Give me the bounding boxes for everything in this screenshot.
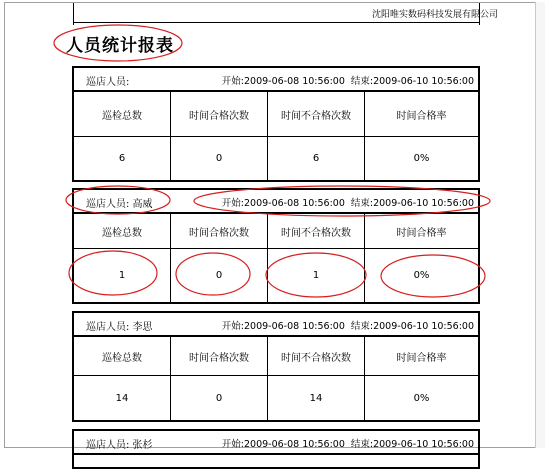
start-time: 开始:2009-06-08 10:56:00	[221, 76, 345, 87]
inspector-label: 巡店人员: 张杉	[86, 440, 153, 451]
inspector-label: 巡店人员: 李思	[86, 322, 153, 333]
col-on-time-rate: 时间合格率	[396, 110, 447, 122]
start-time: 开始:2009-06-08 10:56:00	[221, 198, 345, 209]
col-total-inspections: 巡检总数	[102, 227, 142, 239]
company-name: 沈阳唯实数码科技发展有限公司	[372, 10, 499, 20]
col-late-count: 时间不合格次数	[281, 352, 351, 364]
table-header-row	[74, 92, 478, 137]
late-count-value: 14	[309, 392, 323, 404]
on-time-count-value: 0	[215, 153, 223, 164]
total-inspections-value: 6	[118, 153, 126, 164]
end-time: 结束:2009-06-10 10:56:00	[350, 321, 474, 332]
vertical-scrollbar[interactable]	[535, 2, 545, 448]
card-header	[74, 190, 478, 214]
end-time: 结束:2009-06-10 10:56:00	[350, 76, 474, 87]
col-late-count: 时间不合格次数	[281, 227, 351, 239]
inspector-card	[72, 311, 480, 422]
total-inspections-value: 1	[118, 270, 126, 281]
on-time-rate-value: 0%	[413, 392, 430, 404]
end-time: 结束:2009-06-10 10:56:00	[350, 198, 474, 209]
header-divider	[74, 22, 480, 23]
on-time-rate-value: 0%	[413, 270, 430, 281]
time-range	[222, 436, 474, 450]
stats-table	[74, 214, 478, 302]
inspector-card	[72, 188, 480, 304]
on-time-rate-value: 0%	[413, 153, 430, 164]
col-on-time-rate: 时间合格率	[396, 227, 447, 239]
time-range	[222, 73, 474, 87]
table-header-row	[74, 214, 478, 249]
time-range	[222, 195, 474, 209]
inspector-card	[72, 429, 480, 469]
card-header	[74, 313, 478, 337]
card-header	[74, 431, 478, 455]
card-header	[74, 68, 478, 92]
end-time: 结束:2009-06-10 10:56:00	[350, 439, 474, 450]
col-on-time-rate: 时间合格率	[396, 352, 447, 364]
col-total-inspections: 巡检总数	[102, 110, 142, 122]
stats-table	[74, 337, 478, 420]
table-row	[74, 137, 478, 180]
col-late-count: 时间不合格次数	[281, 110, 351, 122]
table-row	[74, 376, 478, 420]
total-inspections-value: 14	[115, 392, 129, 404]
inspector-card	[72, 66, 480, 182]
inspector-label: 巡店人员:	[86, 77, 130, 88]
late-count-value: 1	[312, 270, 320, 281]
start-time: 开始:2009-06-08 10:56:00	[221, 321, 345, 332]
table-header-row	[74, 337, 478, 376]
report-title: 人员统计报表	[66, 36, 174, 56]
col-on-time-count: 时间合格次数	[189, 110, 249, 122]
on-time-count-value: 0	[215, 270, 223, 281]
col-on-time-count: 时间合格次数	[189, 227, 249, 239]
col-total-inspections: 巡检总数	[102, 352, 142, 364]
late-count-value: 6	[312, 153, 320, 164]
on-time-count-value: 0	[215, 392, 223, 404]
start-time: 开始:2009-06-08 10:56:00	[221, 439, 345, 450]
col-on-time-count: 时间合格次数	[189, 352, 249, 364]
stats-table	[74, 92, 478, 180]
table-row	[74, 249, 478, 302]
time-range	[222, 318, 474, 332]
inspector-label: 巡店人员: 高威	[86, 199, 153, 210]
